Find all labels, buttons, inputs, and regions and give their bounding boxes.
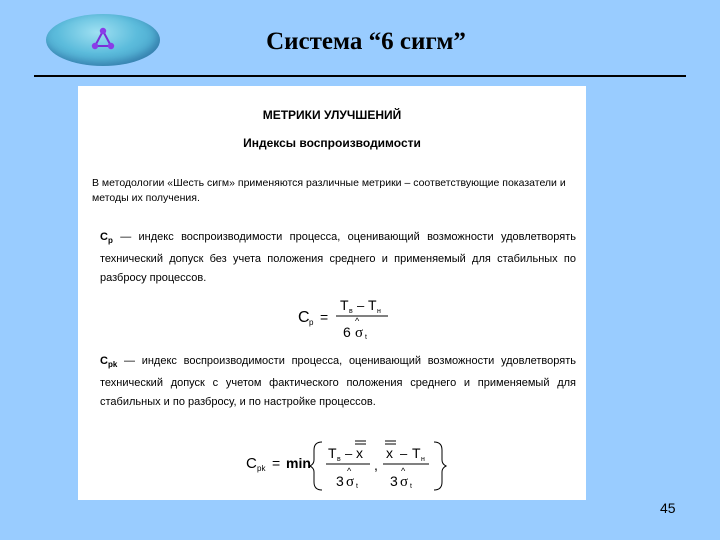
cp-symbol: $C_p$: [100, 231, 113, 246]
svg-text:,: ,: [374, 457, 378, 473]
cpk-definition: [100, 352, 576, 412]
svg-text:=: =: [272, 455, 281, 471]
svg-text:в: в: [349, 308, 353, 315]
title-divider: [34, 75, 686, 77]
svg-text:T: T: [328, 445, 337, 461]
svg-text:в: в: [337, 456, 341, 463]
cp-formula: [298, 292, 418, 342]
cpk-formula: [246, 436, 546, 494]
svg-text:x: x: [356, 445, 363, 461]
cp-definition: [100, 228, 576, 288]
svg-text:T: T: [412, 445, 421, 461]
slide-title: Система “6 сигм”: [266, 28, 466, 55]
svg-text:3: 3: [336, 473, 344, 489]
svg-text:=: =: [320, 309, 329, 325]
cp-text: — индекс воспроизводимости процесса, оценивающий возможности удовлетворять технический допуск без учета положения среднего и применяемый для стабильных по разбросу процессов.: [100, 231, 576, 285]
svg-text:6: 6: [343, 324, 351, 340]
heading-indices: Индексы воспроизводимости: [243, 136, 421, 150]
page-number: 45: [660, 500, 676, 516]
svg-text:T: T: [340, 297, 349, 313]
svg-text:σ: σ: [346, 474, 355, 490]
svg-text:t: t: [356, 483, 358, 490]
svg-text:–: –: [357, 298, 365, 313]
heading-metrics: МЕТРИКИ УЛУЧШЕНИЙ: [262, 108, 402, 122]
svg-text:н: н: [421, 456, 425, 463]
svg-text:3: 3: [390, 473, 398, 489]
cpk-symbol: $C_{pk}$: [100, 355, 118, 370]
svg-text:–: –: [345, 446, 353, 461]
svg-text:t: t: [410, 483, 412, 490]
svg-text:^: ^: [401, 466, 406, 476]
svg-text:pk: pk: [257, 464, 266, 473]
svg-text:t: t: [365, 334, 367, 341]
svg-text:–: –: [400, 446, 408, 461]
svg-text:н: н: [377, 308, 381, 315]
svg-text:x: x: [386, 445, 393, 461]
svg-text:^: ^: [355, 316, 360, 326]
svg-text:T: T: [368, 297, 377, 313]
svg-text:σ: σ: [400, 474, 409, 490]
svg-text:σ: σ: [355, 325, 364, 341]
svg-text:min: min: [286, 455, 311, 471]
cpk-text: — индекс воспроизводимости процесса, оценивающий возможности удовлетворять технический допуск с учетом фактического положения среднего и применяемый для стабильных и по разбросу, и по настройке процессов.: [100, 355, 576, 409]
svg-text:p: p: [309, 318, 314, 327]
content-panel: [78, 86, 586, 500]
svg-text:C: C: [246, 455, 257, 472]
svg-text:C: C: [298, 309, 310, 326]
svg-text:^: ^: [347, 466, 352, 476]
intro-text: В методологии «Шесть сигм» применяются различные метрики – соответствующие показатели и методы их получения.: [92, 177, 566, 204]
